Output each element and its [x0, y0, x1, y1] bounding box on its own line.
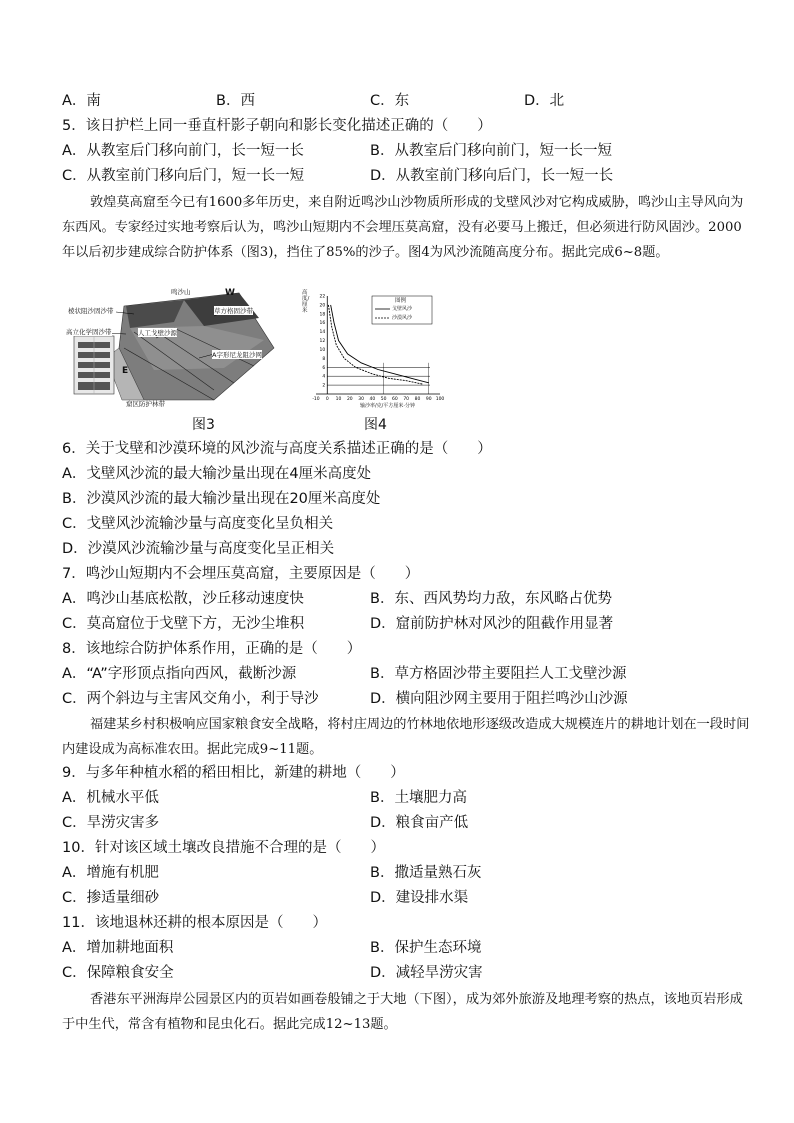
figure-3-caption: 图3 — [192, 417, 215, 433]
y-tick-label: 12 — [319, 339, 326, 345]
x-tick-label: 20 — [346, 397, 353, 402]
q5-option-c: C．从教室前门移向后门，短一长一短 — [62, 168, 305, 184]
q8-option-a: A．“A”字形顶点指向西风，截断沙源 — [62, 666, 297, 682]
x-tick-label: 80 — [414, 397, 421, 402]
passage-hongkong: 香港东平洲海岸公园景区内的页岩如画卷般铺之于大地（下图），成为郊外旅游及地理考察的热点，该地页岩形成于中生代，常含有植物和昆虫化石。据此完成12~13题。 — [62, 992, 743, 1032]
x-tick-label: 90 — [425, 397, 432, 402]
x-tick-label: 60 — [392, 397, 398, 402]
q11-option-b: B．保护生态环境 — [370, 940, 482, 956]
q4-option-b: B．西 — [216, 93, 255, 109]
fig3-label-e: E — [122, 366, 129, 376]
fig3-label-forest: 窟区防护林带 — [126, 400, 165, 408]
q10-option-a: A．增施有机肥 — [62, 865, 159, 881]
q4-option-d: D．北 — [524, 93, 565, 109]
y-tick-label: 14 — [319, 330, 326, 336]
fig3-label-mingshashan: 鸣沙山 — [171, 288, 191, 296]
figure-4-chart — [300, 288, 450, 410]
q5-option-a: A．从教室后门移向前门，长一短一长 — [62, 143, 304, 159]
q7-option-c: C．莫高窟位于戈壁下方，无沙尘堆积 — [62, 616, 305, 632]
q6-option-c: C．戈壁风沙流输沙量与高度变化呈负相关 — [62, 516, 334, 532]
y-tick-label: 8 — [322, 356, 326, 362]
fig4-ylabel: 高度/厘米 — [302, 290, 310, 314]
y-tick-label: 2 — [322, 383, 326, 389]
q7-option-a: A．鸣沙山基底松散，沙丘移动速度快 — [62, 591, 304, 607]
q4-option-c: C．东 — [370, 93, 410, 109]
q8-option-d: D．横向阻沙网主要用于阻拦鸣沙山沙源 — [370, 691, 628, 707]
fig4-legend-desert: 沙漠风沙 — [392, 315, 413, 321]
q5-option-b: B．从教室后门移向前门，短一长一短 — [370, 143, 612, 159]
q11-option-c: C．保障粮食安全 — [62, 965, 174, 981]
q10-option-c: C．掺适量细砂 — [62, 890, 160, 906]
x-tick-label: 70 — [403, 397, 410, 402]
q5-stem: 5．该日护栏上同一垂直杆影子朝向和影长变化描述正确的（ ） — [62, 118, 492, 134]
fig3-label-w: W — [225, 288, 235, 298]
q8-stem: 8．该地综合防护体系作用，正确的是（ ） — [62, 641, 362, 657]
q6-option-d: D．沙漠风沙流输沙量与高度变化呈正相关 — [62, 541, 335, 557]
q11-option-d: D．减轻旱涝灾害 — [370, 965, 483, 981]
q8-option-b: B．草方格固沙带主要阻拦人工戈壁沙源 — [370, 666, 627, 682]
y-tick-label: 4 — [322, 374, 326, 380]
q6-option-a: A．戈壁风沙流的最大输沙量出现在4厘米高度处 — [62, 466, 372, 482]
y-tick-label: 22 — [319, 294, 326, 300]
q6-option-b: B．沙漠风沙流的最大输沙量出现在20厘米高度处 — [62, 491, 381, 507]
q10-stem: 10．针对该区域土壤改良措施不合理的是（ ） — [62, 840, 385, 856]
passage-fujian: 福建某乡村积极响应国家粮食安全战略，将村庄周边的竹林地依地形逐级改造成大规模连片的耕地计划在一段时间内建设成为高标准农田。据此完成9~11题。 — [62, 717, 750, 757]
q4-option-a: A．南 — [62, 93, 101, 109]
x-tick-label: 0 — [325, 397, 329, 402]
q7-option-b: B．东、西风势均力敌，东风略占优势 — [370, 591, 612, 607]
x-tick-label: 100 — [435, 397, 445, 402]
q9-option-a: A．机械水平低 — [62, 790, 159, 806]
q11-stem: 11．该地退林还耕的根本原因是（ ） — [62, 915, 327, 931]
passage-dunhuang: 敦煌莫高窟至今已有1600多年历史，来自附近鸣沙山沙物质所形成的戈壁风沙对它构成威胁，鸣沙山主导风向为东西风。专家经过实地考察后认为，鸣沙山短期内不会埋压莫高窟，没有必要马上搬迁，但必须进行防风固沙。2000年以后初步建成综合防护体系（图3)，挡住了85%的沙子。图4为风沙流随高度分布。据此完成6~8题。 — [62, 195, 744, 260]
figure-4-caption: 图4 — [364, 417, 387, 433]
x-tick-label: -10 — [312, 397, 320, 402]
y-tick-label: 20 — [319, 303, 326, 309]
y-tick-label: 6 — [322, 365, 326, 371]
q10-option-d: D．建设排水渠 — [370, 890, 469, 906]
q8-option-c: C．两个斜边与主害风交角小，利于导沙 — [62, 691, 319, 707]
fig4-xlabel: 输沙率/克/平方厘米·分钟 — [360, 403, 415, 409]
x-tick-label: 50 — [380, 397, 387, 402]
fig3-label-grid-belt: 草方格固沙带 — [214, 307, 253, 315]
x-tick-label: 30 — [358, 397, 364, 402]
q10-option-b: B．撒适量熟石灰 — [370, 865, 482, 881]
q9-stem: 9．与多年种植水稻的稻田相比，新建的耕地（ ） — [62, 765, 405, 781]
fig3-label-a-shape-net: A字形尼龙阻沙网 — [212, 351, 262, 359]
fig3-label-sand-source: 人工戈壁沙源 — [138, 329, 177, 337]
q7-option-d: D．窟前防护林对风沙的阻截作用显著 — [370, 616, 614, 632]
fig3-label-chem-belt: 高立化学固沙带 — [66, 328, 112, 336]
x-tick-label: 40 — [369, 397, 376, 402]
q9-option-c: C．旱涝灾害多 — [62, 815, 160, 831]
q11-option-a: A．增加耕地面积 — [62, 940, 174, 956]
fig4-legend-gobi: 戈壁风沙 — [392, 306, 413, 312]
q9-option-d: D．粮食亩产低 — [370, 815, 469, 831]
figure-4 — [300, 288, 450, 410]
q9-option-b: B．土壤肥力高 — [370, 790, 467, 806]
q5-option-d: D．从教室前门移向后门，长一短一长 — [370, 168, 614, 184]
q7-stem: 7．鸣沙山短期内不会埋压莫高窟，主要原因是（ ） — [62, 566, 420, 582]
y-tick-label: 10 — [319, 347, 326, 353]
y-tick-label: 16 — [319, 321, 326, 327]
fig4-legend-title: 图例 — [395, 298, 407, 304]
figure-3 — [64, 288, 276, 408]
y-tick-label: 18 — [319, 312, 326, 318]
q6-stem: 6．关于戈壁和沙漠环境的风沙流与高度关系描述正确的是（ ） — [62, 441, 492, 457]
fig3-label-leng-belt: 棱状阻沙固沙带 — [68, 307, 114, 315]
x-tick-label: 10 — [335, 397, 342, 402]
